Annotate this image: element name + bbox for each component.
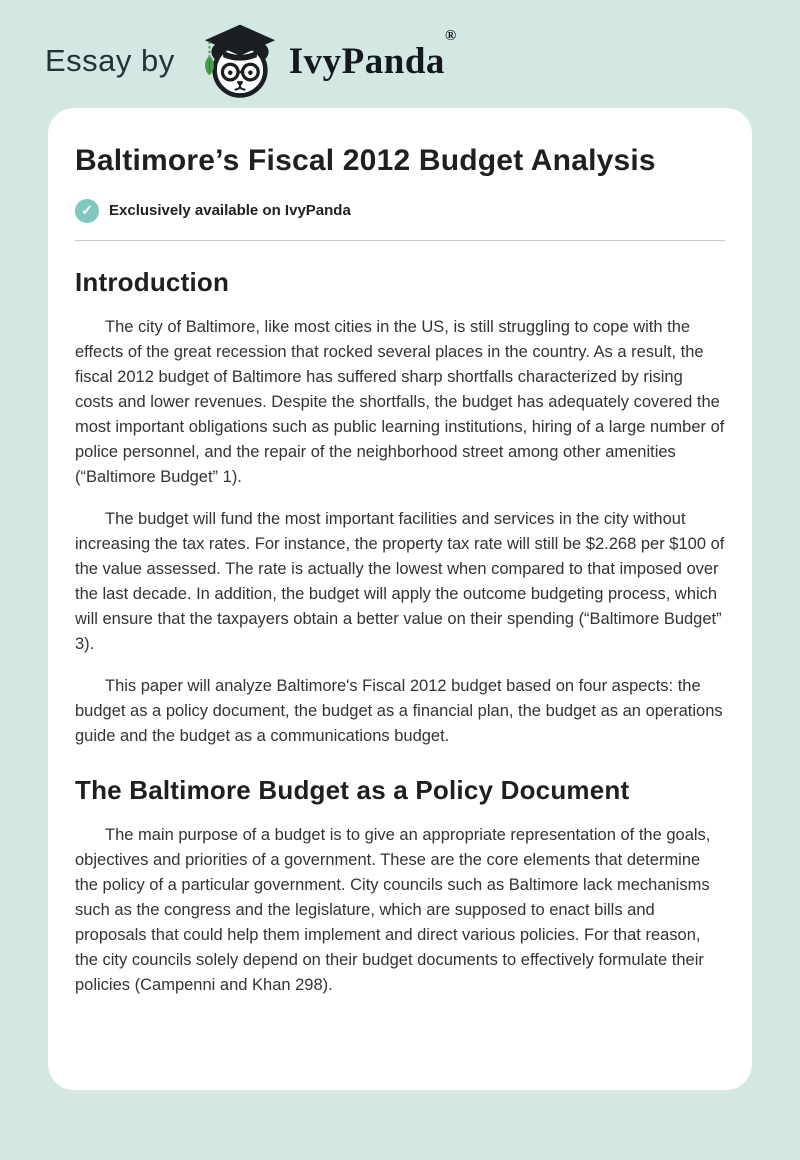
section-heading-policy-document: The Baltimore Budget as a Policy Document [75, 774, 630, 805]
checkmark-icon: ✓ [75, 199, 99, 223]
essay-card [48, 108, 752, 1090]
intro-paragraph-1: The city of Baltimore, like most cities in the US, is still struggling to cope with the effects of the great recession that rocked several places in the country. As a result, the fiscal 2012 budget of Baltimore has suffered sharp shortfalls characterized by rising costs and lower revenues. Despite the shortfalls, the budget has adequately covered the most important obligations such as public learning institutions, hiring of a large number of police personnel, and the repair of the neighborhood street among other amenities (“Baltimore Budget” 1). [75, 317, 725, 486]
essay-by-label: Essay by [45, 43, 175, 78]
intro-paragraph-2: The budget will fund the most important facilities and services in the city without increasing the tax rates. For instance, the property tax rate will still be $2.268 per $100 of the value assessed. The rate is actually the lowest when compared to that imposed over the last decade. In addition, the budget will apply the outcome budgeting process, which will ensure that the taxpayers obtain a better value on their spending (“Baltimore Budget” 3). [75, 509, 725, 653]
essay-title: Baltimore’s Fiscal 2012 Budget Analysis [75, 144, 656, 177]
intro-paragraph-3: This paper will analyze Baltimore's Fiscal 2012 budget based on four aspects: the budget as a policy document, the budget as a financial plan, the budget as an operations guide and the budget as a communications budget. [75, 676, 723, 745]
availability-badge [75, 199, 725, 223]
page-header [0, 0, 800, 92]
brand-link[interactable] [201, 22, 456, 100]
brand-name: IvyPanda [288, 40, 445, 82]
divider [75, 240, 725, 241]
availability-label: Exclusively available on IvyPanda [109, 202, 351, 219]
registered-mark: ® [444, 28, 457, 44]
policy-paragraph-1: The main purpose of a budget is to give an appropriate representation of the goals, objectives and priorities of a government. These are the core elements that determine the policy of a particular government. City councils such as Baltimore lack mechanisms such as the congress and the legislature, which are supposed to enact bills and proposals that could help them implement and direct various policies. For that reason, the city councils solely depend on their budget documents to effectively formulate their policies (Campenni and Khan 298). [75, 825, 711, 994]
section-heading-introduction: Introduction [75, 266, 230, 297]
panda-logo-icon [201, 22, 279, 100]
